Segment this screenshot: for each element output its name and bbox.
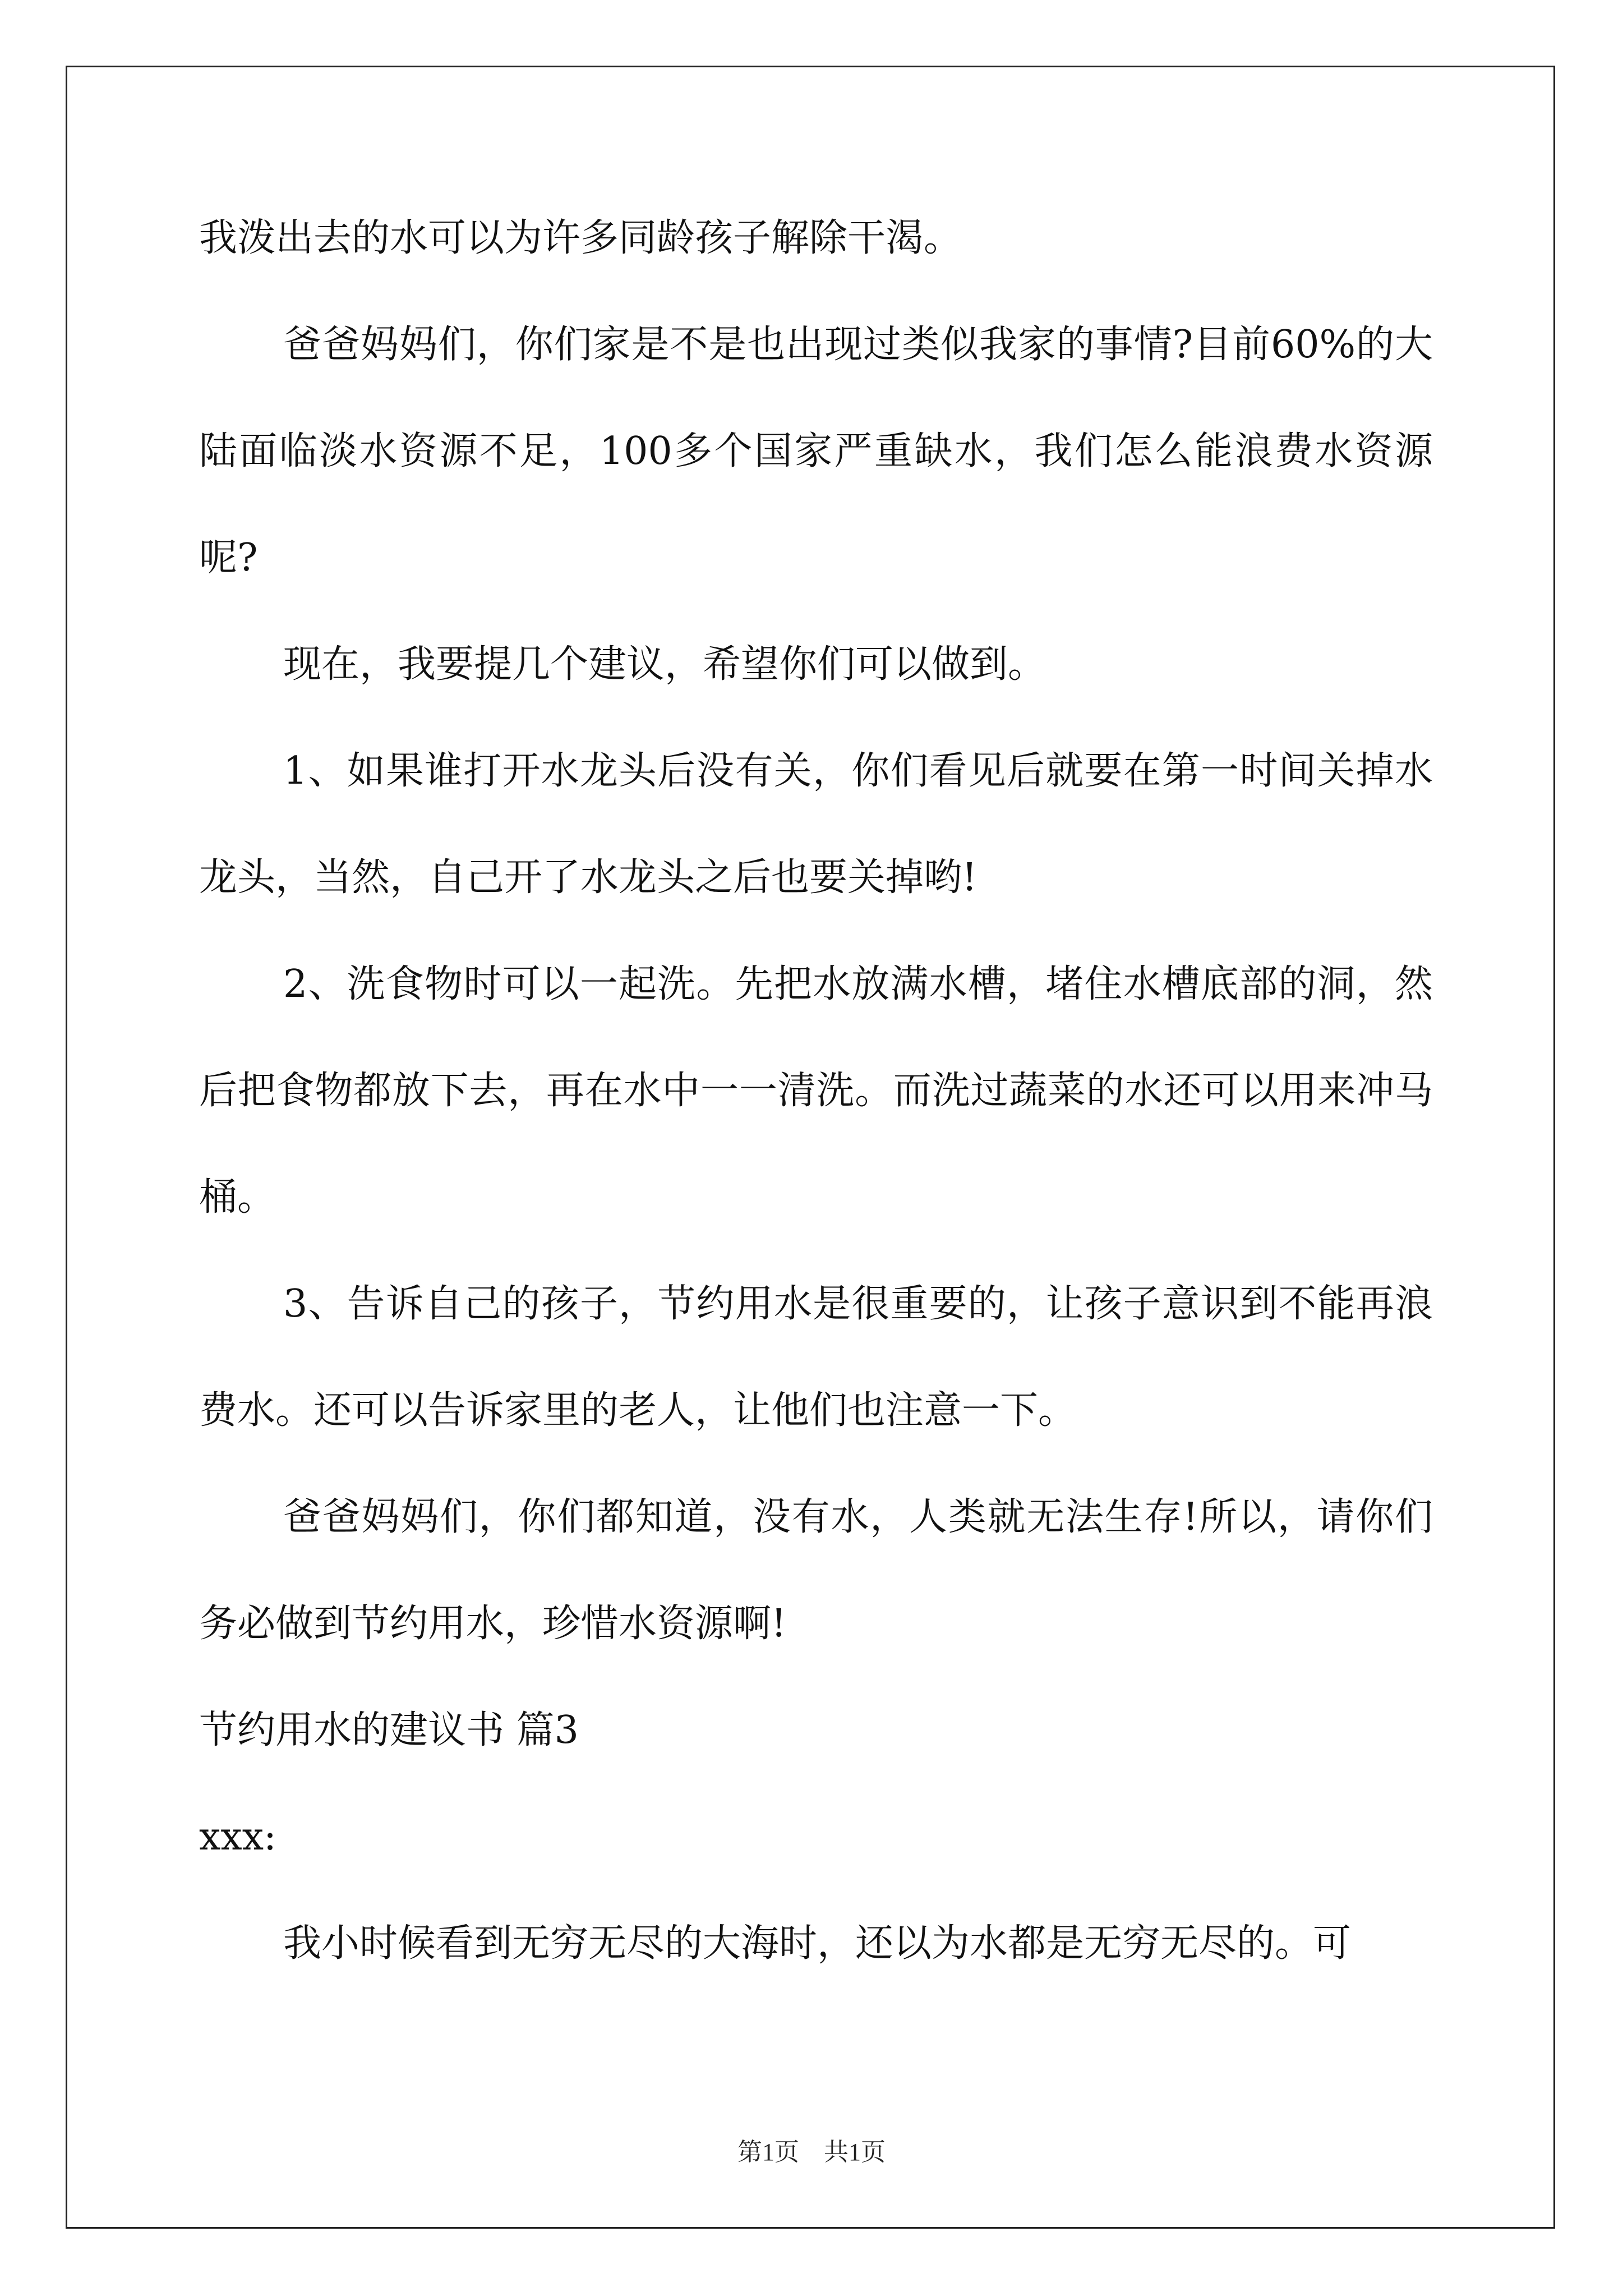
document-body: [199, 185, 1433, 1997]
section-heading: 节约用水的建议书 篇3: [199, 1708, 579, 1752]
paragraph-3: 现在，我要提几个建议，希望你们可以做到。: [283, 642, 1046, 687]
paragraph-5: 2、洗食物时可以一起洗。先把水放满水槽，堵住水槽底部的洞，然后把食物都放下去，再在水中一一清洗。而洗过蔬菜的水还可以用来冲马桶。: [199, 962, 1433, 1220]
paragraph-7: 爸爸妈妈们，你们都知道，没有水，人类就无法生存!所以，请你们务必做到节约用水，珍惜水资源啊!: [199, 1495, 1433, 1646]
paragraph-10: 我小时候看到无穷无尽的大海时，还以为水都是无穷无尽的。可: [283, 1921, 1352, 1966]
paragraph-1: 我泼出去的水可以为许多同龄孩子解除干渴。: [199, 216, 962, 260]
paragraph-4: 1、如果谁打开水龙头后没有关，你们看见后就要在第一时间关掉水龙头，当然，自己开了水龙头之后也要关掉哟!: [199, 749, 1433, 900]
paragraph-2: 爸爸妈妈们，你们家是不是也出现过类似我家的事情?目前60%的大陆面临淡水资源不足，100多个国家严重缺水，我们怎么能浪费水资源呢?: [199, 323, 1433, 580]
paragraph-6: 3、告诉自己的孩子，节约用水是很重要的，让孩子意识到不能再浪费水。还可以告诉家里的老人，让他们也注意一下。: [199, 1282, 1433, 1433]
page-number-footer: 第1页 共1页: [737, 2138, 886, 2166]
salutation: xxx:: [199, 1815, 276, 1859]
